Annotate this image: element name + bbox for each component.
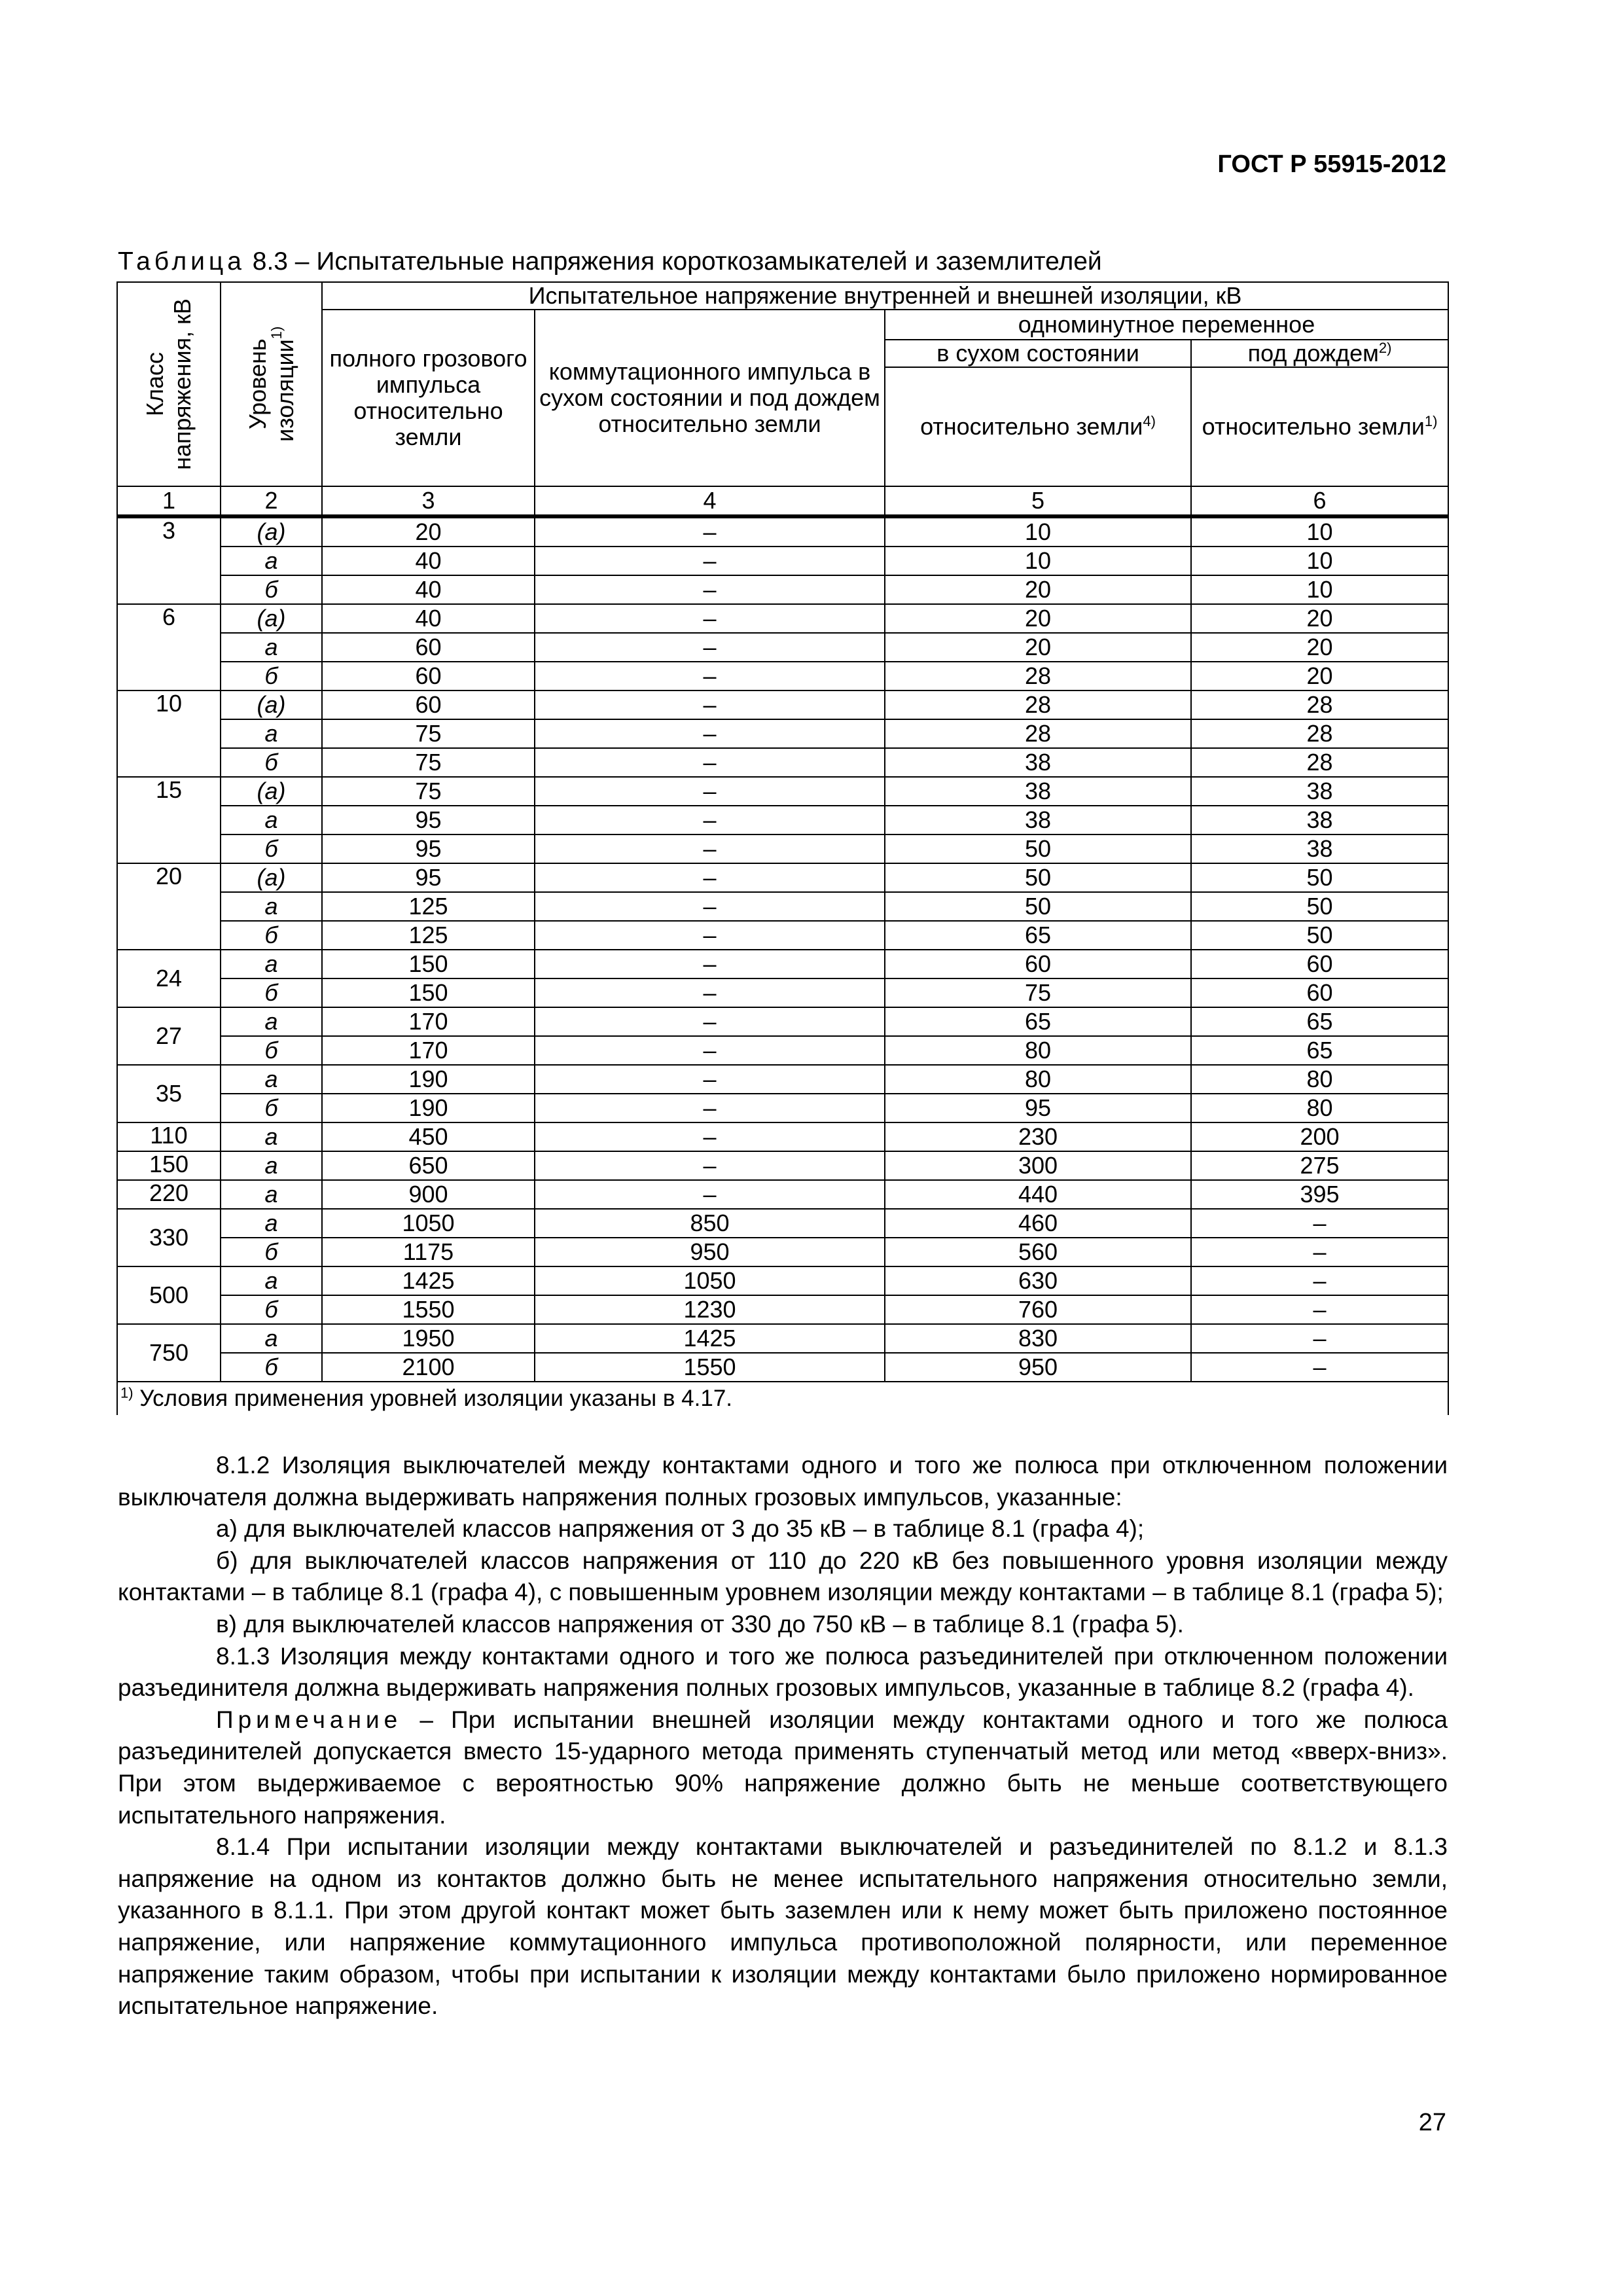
cell-full-impulse: 20: [322, 516, 535, 547]
cell-insulation-level: а: [221, 1122, 322, 1151]
cell-ac-dry: 440: [885, 1180, 1191, 1209]
cell-full-impulse: 1550: [322, 1295, 535, 1324]
cell-switching-impulse: –: [535, 691, 885, 719]
cell-insulation-level: а: [221, 892, 322, 921]
cell-switching-impulse: 1550: [535, 1353, 885, 1382]
cell-insulation-level: а: [221, 719, 322, 748]
cell-ac-dry: 28: [885, 691, 1191, 719]
cell-ac-rain: 65: [1191, 1007, 1448, 1036]
cell-full-impulse: 60: [322, 633, 535, 662]
cell-insulation-level: а: [221, 1324, 322, 1353]
cell-ac-dry: 10: [885, 547, 1191, 575]
cell-insulation-level: б: [221, 1238, 322, 1266]
cell-voltage-class: 150: [117, 1151, 221, 1180]
cell-insulation-level: а: [221, 1007, 322, 1036]
cell-full-impulse: 2100: [322, 1353, 535, 1382]
table-row: [117, 863, 1448, 892]
cell-switching-impulse: –: [535, 950, 885, 978]
cell-switching-impulse: –: [535, 516, 885, 547]
test-voltage-table: [116, 281, 1449, 1415]
table-row: [117, 719, 1448, 748]
cell-insulation-level: а: [221, 950, 322, 978]
cell-switching-impulse: –: [535, 1122, 885, 1151]
cell-voltage-class: 35: [117, 1065, 221, 1122]
cell-full-impulse: 170: [322, 1036, 535, 1065]
cell-ac-dry: 75: [885, 978, 1191, 1007]
cell-ac-dry: 65: [885, 1007, 1191, 1036]
table-row: [117, 547, 1448, 575]
cell-ac-dry: 38: [885, 777, 1191, 806]
table-row: [117, 691, 1448, 719]
cell-insulation-level: а: [221, 1266, 322, 1295]
cell-ac-dry: 630: [885, 1266, 1191, 1295]
header-ac-one-minute: одноминутное переменное: [885, 310, 1448, 340]
header-voltage-class: Класс напряжения, кВ: [117, 282, 221, 486]
cell-voltage-class: 24: [117, 950, 221, 1007]
cell-insulation-level: б: [221, 978, 322, 1007]
cell-switching-impulse: –: [535, 834, 885, 863]
cell-switching-impulse: –: [535, 719, 885, 748]
table-row: [117, 1151, 1448, 1180]
column-number: 5: [885, 486, 1191, 516]
cell-voltage-class: 27: [117, 1007, 221, 1065]
header-insulation-level: Уровень изоляции$^{1)}$: [221, 282, 322, 486]
cell-ac-rain: 200: [1191, 1122, 1448, 1151]
cell-ac-dry: 950: [885, 1353, 1191, 1382]
cell-voltage-class: 15: [117, 777, 221, 863]
cell-ac-dry: 95: [885, 1094, 1191, 1122]
note-label: Примечание: [216, 1706, 402, 1733]
cell-ac-dry: 38: [885, 748, 1191, 777]
table-row: [117, 892, 1448, 921]
cell-ac-rain: 60: [1191, 978, 1448, 1007]
table-row: [117, 1094, 1448, 1122]
cell-full-impulse: 75: [322, 777, 535, 806]
column-number-row: [117, 486, 1448, 516]
table-row: [117, 777, 1448, 806]
column-number: 1: [117, 486, 221, 516]
cell-insulation-level: (а): [221, 691, 322, 719]
note: [118, 1704, 1448, 1831]
cell-ac-rain: –: [1191, 1266, 1448, 1295]
table-row: [117, 1007, 1448, 1036]
column-number: 2: [221, 486, 322, 516]
table-row: [117, 1180, 1448, 1209]
cell-switching-impulse: –: [535, 575, 885, 604]
table-row: [117, 633, 1448, 662]
cell-ac-dry: 50: [885, 892, 1191, 921]
cell-switching-impulse: –: [535, 1007, 885, 1036]
table-title-text: 8.3 – Испытательные напряжения короткозамыкателей и заземлителей: [245, 247, 1102, 276]
cell-ac-rain: –: [1191, 1295, 1448, 1324]
cell-switching-impulse: –: [535, 1151, 885, 1180]
cell-ac-rain: –: [1191, 1209, 1448, 1238]
table-row: [117, 1036, 1448, 1065]
cell-ac-rain: 10: [1191, 516, 1448, 547]
cell-full-impulse: 190: [322, 1094, 535, 1122]
cell-ac-rain: 80: [1191, 1065, 1448, 1094]
cell-ac-rain: 20: [1191, 633, 1448, 662]
table-row: [117, 1122, 1448, 1151]
cell-full-impulse: 60: [322, 662, 535, 691]
table-row: [117, 978, 1448, 1007]
cell-ac-dry: 760: [885, 1295, 1191, 1324]
cell-switching-impulse: –: [535, 662, 885, 691]
cell-ac-dry: 460: [885, 1209, 1191, 1238]
cell-ac-rain: 50: [1191, 892, 1448, 921]
cell-full-impulse: 95: [322, 863, 535, 892]
cell-ac-rain: –: [1191, 1353, 1448, 1382]
cell-insulation-level: (а): [221, 604, 322, 633]
cell-insulation-level: а: [221, 1065, 322, 1094]
cell-insulation-level: б: [221, 1036, 322, 1065]
cell-ac-dry: 50: [885, 834, 1191, 863]
cell-ac-dry: 830: [885, 1324, 1191, 1353]
table-row: [117, 834, 1448, 863]
paragraph-8-1-4: 8.1.4 При испытании изоляции между контактами выключателей и разъединителей по 8.1.2 и 8.1.3 напряжение на одном из контактов должно быть не менее испытательного напряжения относительно земли, указанного в 8.1.1. При этом другой контакт может быть заземлен или к нему может быть приложено постоянное напряжение, или напряжение коммутационного импульса противоположной полярности, или переменное напряжение таким образом, чтобы при испытании к изоляции между контактами было приложено нормированное испытательное напряжение.: [118, 1833, 1448, 2020]
cell-switching-impulse: –: [535, 604, 885, 633]
cell-insulation-level: б: [221, 1094, 322, 1122]
cell-insulation-level: (а): [221, 777, 322, 806]
header-switching-impulse: коммутационного импульса в сухом состоянии и под дождем относительно земли: [535, 310, 885, 486]
body-text: [118, 1450, 1448, 2022]
cell-full-impulse: 40: [322, 604, 535, 633]
cell-ac-dry: 28: [885, 719, 1191, 748]
cell-switching-impulse: 850: [535, 1209, 885, 1238]
cell-switching-impulse: –: [535, 806, 885, 834]
header-dry: в сухом состоянии: [885, 340, 1191, 367]
cell-ac-dry: 20: [885, 575, 1191, 604]
cell-ac-dry: 80: [885, 1036, 1191, 1065]
table-row: [117, 516, 1448, 547]
cell-insulation-level: а: [221, 1151, 322, 1180]
cell-ac-rain: 20: [1191, 662, 1448, 691]
cell-insulation-level: а: [221, 1180, 322, 1209]
cell-switching-impulse: –: [535, 863, 885, 892]
table-row: [117, 1209, 1448, 1238]
cell-ac-rain: 10: [1191, 575, 1448, 604]
cell-ac-rain: 60: [1191, 950, 1448, 978]
header-test-voltage-group: Испытательное напряжение внутренней и внешней изоляции, кВ: [322, 282, 1448, 310]
cell-insulation-level: б: [221, 748, 322, 777]
cell-full-impulse: 170: [322, 1007, 535, 1036]
cell-insulation-level: б: [221, 1353, 322, 1382]
cell-insulation-level: б: [221, 662, 322, 691]
cell-voltage-class: 220: [117, 1180, 221, 1209]
cell-full-impulse: 1425: [322, 1266, 535, 1295]
table-title: [118, 247, 1102, 276]
table-row: [117, 950, 1448, 978]
cell-full-impulse: 125: [322, 921, 535, 950]
cell-ac-dry: 60: [885, 950, 1191, 978]
cell-voltage-class: 20: [117, 863, 221, 950]
cell-ac-rain: 28: [1191, 719, 1448, 748]
cell-switching-impulse: –: [535, 777, 885, 806]
table-row: [117, 1324, 1448, 1353]
cell-voltage-class: 500: [117, 1266, 221, 1324]
cell-ac-rain: 10: [1191, 547, 1448, 575]
cell-switching-impulse: –: [535, 1180, 885, 1209]
column-number: 6: [1191, 486, 1448, 516]
cell-full-impulse: 40: [322, 547, 535, 575]
table-row: [117, 604, 1448, 633]
cell-full-impulse: 450: [322, 1122, 535, 1151]
paragraph-8-1-2: 8.1.2 Изоляция выключателей между контактами одного и того же полюса при отключенном положении выключателя должна выдерживать напряжения полных грозовых импульсов, указанные:: [118, 1452, 1448, 1511]
table-row: [117, 806, 1448, 834]
cell-ac-rain: –: [1191, 1238, 1448, 1266]
table-row: [117, 1238, 1448, 1266]
cell-voltage-class: 110: [117, 1122, 221, 1151]
cell-switching-impulse: –: [535, 547, 885, 575]
cell-ac-dry: 20: [885, 633, 1191, 662]
cell-full-impulse: 1175: [322, 1238, 535, 1266]
cell-switching-impulse: 1050: [535, 1266, 885, 1295]
column-number: 4: [535, 486, 885, 516]
cell-switching-impulse: –: [535, 1065, 885, 1094]
note-text: – При испытании внешней изоляции между контактами одного и того же полюса разъединителей допускается вместо 15-ударного метода применять ступенчатый метод или метод «вверх-вниз». При этом выдерживаемое с вероятностью 90% напряжение должно быть не меньше соответствующего испытательного напряжения.: [118, 1706, 1448, 1829]
cell-switching-impulse: –: [535, 921, 885, 950]
cell-switching-impulse: –: [535, 892, 885, 921]
table-footnote: $^{1)}$ Условия применения уровней изоляции указаны в 4.17.: [117, 1382, 1448, 1415]
cell-full-impulse: 150: [322, 978, 535, 1007]
cell-ac-rain: 38: [1191, 777, 1448, 806]
cell-switching-impulse: –: [535, 1094, 885, 1122]
cell-insulation-level: а: [221, 806, 322, 834]
cell-insulation-level: (а): [221, 516, 322, 547]
list-item-v: в) для выключателей классов напряжения от 330 до 750 кВ – в таблице 8.1 (графа 5).: [216, 1610, 1184, 1638]
cell-ac-rain: 28: [1191, 691, 1448, 719]
cell-insulation-level: а: [221, 547, 322, 575]
cell-ac-dry: 80: [885, 1065, 1191, 1094]
cell-ac-dry: 300: [885, 1151, 1191, 1180]
cell-voltage-class: 6: [117, 604, 221, 691]
cell-insulation-level: б: [221, 1295, 322, 1324]
cell-voltage-class: 3: [117, 516, 221, 604]
table-row: [117, 662, 1448, 691]
cell-insulation-level: (а): [221, 863, 322, 892]
table-row: [117, 1353, 1448, 1382]
cell-full-impulse: 75: [322, 748, 535, 777]
paragraph-8-1-3: 8.1.3 Изоляция между контактами одного и того же полюса разъединителей при отключенном положении разъединителя должна выдерживать напряжения полных грозовых импульсов, указанные в таблице 8.2 (графа 4).: [118, 1642, 1448, 1702]
cell-switching-impulse: 1425: [535, 1324, 885, 1353]
cell-insulation-level: б: [221, 921, 322, 950]
cell-ac-dry: 230: [885, 1122, 1191, 1151]
cell-full-impulse: 900: [322, 1180, 535, 1209]
table-row: [117, 748, 1448, 777]
cell-full-impulse: 60: [322, 691, 535, 719]
cell-ac-rain: 28: [1191, 748, 1448, 777]
cell-ac-rain: 50: [1191, 921, 1448, 950]
cell-ac-rain: 20: [1191, 604, 1448, 633]
cell-full-impulse: 150: [322, 950, 535, 978]
header-full-impulse: полного грозового импульса относительно земли: [322, 310, 535, 486]
column-number: 3: [322, 486, 535, 516]
cell-ac-rain: 50: [1191, 863, 1448, 892]
cell-insulation-level: а: [221, 1209, 322, 1238]
page-number: 27: [1418, 2109, 1446, 2136]
cell-insulation-level: б: [221, 834, 322, 863]
cell-insulation-level: а: [221, 633, 322, 662]
cell-ac-rain: 38: [1191, 834, 1448, 863]
cell-ac-dry: 50: [885, 863, 1191, 892]
cell-ac-rain: 65: [1191, 1036, 1448, 1065]
cell-full-impulse: 75: [322, 719, 535, 748]
header-dry-earth: относительно земли$^{4)}$: [885, 367, 1191, 486]
cell-ac-dry: 560: [885, 1238, 1191, 1266]
cell-ac-dry: 65: [885, 921, 1191, 950]
cell-full-impulse: 190: [322, 1065, 535, 1094]
table-title-label: Таблица: [118, 247, 245, 276]
cell-ac-rain: 80: [1191, 1094, 1448, 1122]
cell-ac-dry: 28: [885, 662, 1191, 691]
cell-full-impulse: 95: [322, 806, 535, 834]
cell-switching-impulse: 1230: [535, 1295, 885, 1324]
cell-voltage-class: 10: [117, 691, 221, 777]
cell-ac-dry: 10: [885, 516, 1191, 547]
table-row: [117, 1295, 1448, 1324]
table-row: [117, 921, 1448, 950]
table-row: [117, 1065, 1448, 1094]
cell-switching-impulse: 950: [535, 1238, 885, 1266]
cell-switching-impulse: –: [535, 1036, 885, 1065]
cell-full-impulse: 1950: [322, 1324, 535, 1353]
cell-full-impulse: 1050: [322, 1209, 535, 1238]
list-item-a: а) для выключателей классов напряжения от 3 до 35 кВ – в таблице 8.1 (графа 4);: [216, 1515, 1145, 1543]
standard-header: ГОСТ Р 55915-2012: [1217, 151, 1446, 178]
cell-ac-rain: –: [1191, 1324, 1448, 1353]
list-item-b: б) для выключателей классов напряжения от 110 до 220 кВ без повышенного уровня изоляции между контактами – в таблице 8.1 (графа 4), с повышенным уровнем изоляции между контактами – в таблице 8.1 (графа 5);: [118, 1547, 1448, 1606]
cell-voltage-class: 750: [117, 1324, 221, 1382]
cell-switching-impulse: –: [535, 748, 885, 777]
cell-ac-dry: 38: [885, 806, 1191, 834]
cell-ac-rain: 395: [1191, 1180, 1448, 1209]
table-row: [117, 575, 1448, 604]
cell-voltage-class: 330: [117, 1209, 221, 1266]
cell-ac-dry: 20: [885, 604, 1191, 633]
cell-full-impulse: 125: [322, 892, 535, 921]
cell-switching-impulse: –: [535, 978, 885, 1007]
cell-ac-rain: 38: [1191, 806, 1448, 834]
header-rain-earth: относительно земли$^{1)}$: [1191, 367, 1448, 486]
table-row: [117, 1266, 1448, 1295]
header-rain: под дождем$^{2)}$: [1191, 340, 1448, 367]
cell-full-impulse: 40: [322, 575, 535, 604]
cell-full-impulse: 650: [322, 1151, 535, 1180]
cell-ac-rain: 275: [1191, 1151, 1448, 1180]
cell-switching-impulse: –: [535, 633, 885, 662]
cell-insulation-level: б: [221, 575, 322, 604]
cell-full-impulse: 95: [322, 834, 535, 863]
